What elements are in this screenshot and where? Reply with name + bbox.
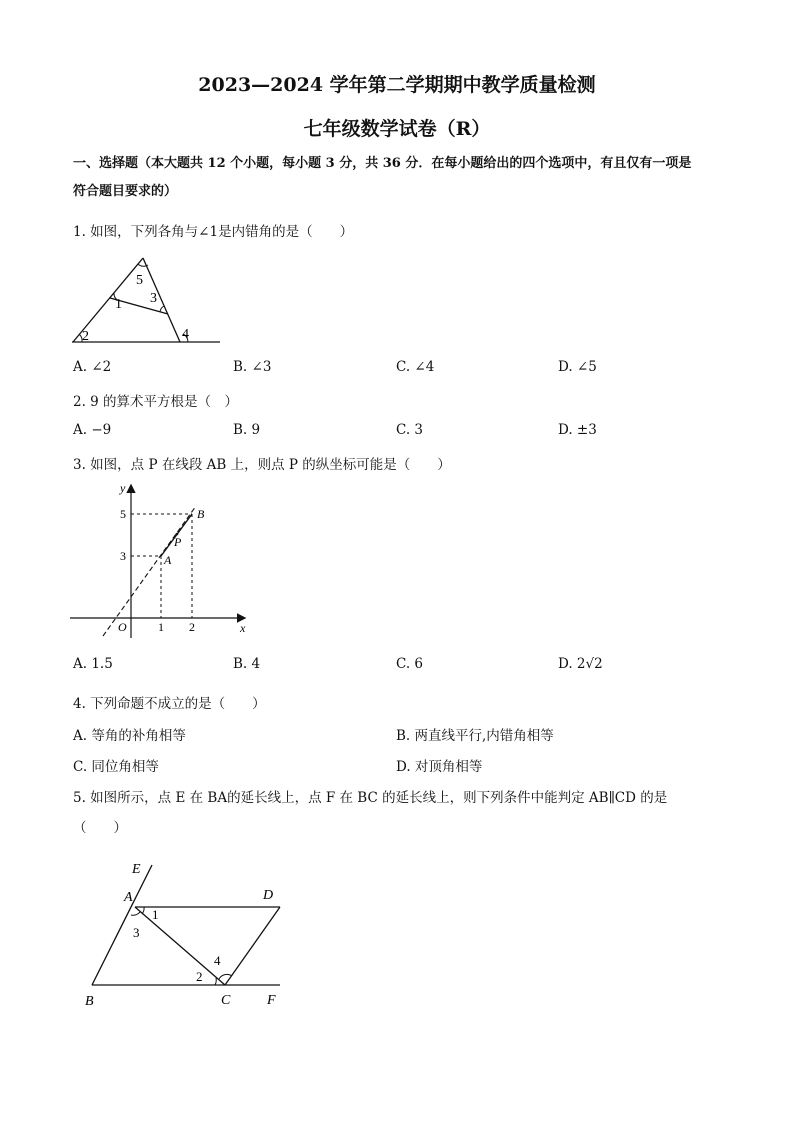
question-1-figure — [70, 250, 230, 350]
q1-option-b: B. ∠3 — [233, 359, 272, 375]
q3-option-c: C. 6 — [396, 656, 424, 672]
question-5-stem-cont: （ ） — [73, 820, 127, 836]
q4-option-c: C. 同位角相等 — [73, 759, 159, 775]
q5-line-be — [92, 865, 152, 985]
q1-right-side — [143, 258, 180, 342]
q3-option-a: A. 1.5 — [73, 656, 113, 672]
question-5-stem: 5. 如图所示，点 E 在 BA的延长线上，点 F 在 BC 的延长线上，则下列条件中能判定 AB∥CD 的是 — [73, 790, 668, 806]
q1-label-2: 2 — [82, 329, 89, 344]
q3-label-x: x — [240, 621, 246, 635]
q1-option-c: C. ∠4 — [396, 359, 435, 375]
q5-point-a: A — [124, 890, 133, 905]
q1-label-1: 1 — [115, 297, 122, 312]
q2-option-c: C. 3 — [396, 422, 424, 438]
q4-option-b: B. 两直线平行,内错角相等 — [396, 728, 554, 744]
q1-label-3: 3 — [150, 291, 157, 306]
q3-tick-2: 2 — [189, 620, 195, 634]
q2-option-b: B. 9 — [233, 422, 261, 438]
q5-point-d: D — [263, 888, 274, 903]
q2-option-a: A. −9 — [73, 422, 112, 438]
q2-option-d: D. ±3 — [558, 422, 597, 438]
q5-arc-1 — [142, 907, 144, 914]
q5-angle-3: 3 — [133, 925, 140, 940]
q3-line-ab — [103, 506, 196, 636]
q3-point-p: P — [174, 535, 182, 549]
q1-option-a: A. ∠2 — [73, 359, 112, 375]
q1-label-4: 4 — [182, 327, 189, 342]
q1-arc-3 — [160, 306, 164, 312]
q3-label-origin: O — [118, 620, 127, 634]
q3-tick-1: 1 — [158, 620, 164, 634]
q1-option-d: D. ∠5 — [558, 359, 597, 375]
q5-line-dc — [225, 907, 280, 985]
question-5-figure — [80, 855, 295, 1015]
q3-option-d: D. 2√2 — [558, 656, 603, 672]
q3-tick-5: 5 — [120, 507, 126, 521]
q5-arc-2 — [215, 978, 216, 985]
q5-point-c: C — [221, 993, 231, 1008]
q3-option-b: B. 4 — [233, 656, 261, 672]
q5-point-f: F — [267, 993, 276, 1008]
q3-label-y: y — [120, 481, 126, 495]
section-heading-line1: 一、选择题（本大题共 12 个小题，每小题 3 分，共 36 分．在每小题给出的四个选项中，有且仅有一项是 — [73, 156, 692, 171]
q5-line-ac — [135, 907, 225, 985]
q5-angle-1: 1 — [152, 907, 159, 922]
q5-angle-4: 4 — [214, 953, 221, 968]
q3-point-a: A — [164, 553, 172, 567]
q5-arc-3 — [131, 912, 140, 915]
question-3-figure — [68, 478, 258, 638]
exam-title: 2023—2024 学年第二学期期中教学质量检测 — [198, 74, 596, 96]
exam-subtitle: 七年级数学试卷（R） — [303, 118, 491, 140]
q5-point-e: E — [132, 862, 141, 877]
question-1-stem: 1. 如图，下列各角与∠1是内错角的是（ ） — [73, 224, 354, 240]
q1-label-5: 5 — [136, 273, 143, 288]
question-3-stem: 3. 如图，点 P 在线段 AB 上，则点 P 的纵坐标可能是（ ） — [73, 457, 451, 473]
q3-point-p-dot — [176, 533, 179, 536]
q3-point-b: B — [197, 507, 205, 521]
q5-angle-2: 2 — [196, 969, 203, 984]
section-heading-line2: 符合题目要求的） — [73, 184, 178, 199]
q5-point-b: B — [85, 994, 94, 1009]
question-4-stem: 4. 下列命题不成立的是（ ） — [73, 696, 266, 712]
q4-option-a: A. 等角的补角相等 — [73, 728, 186, 744]
question-2-stem: 2. 9 的算术平方根是（ ） — [73, 394, 239, 410]
q3-tick-3: 3 — [120, 549, 126, 563]
q4-option-d: D. 对顶角相等 — [396, 759, 483, 775]
